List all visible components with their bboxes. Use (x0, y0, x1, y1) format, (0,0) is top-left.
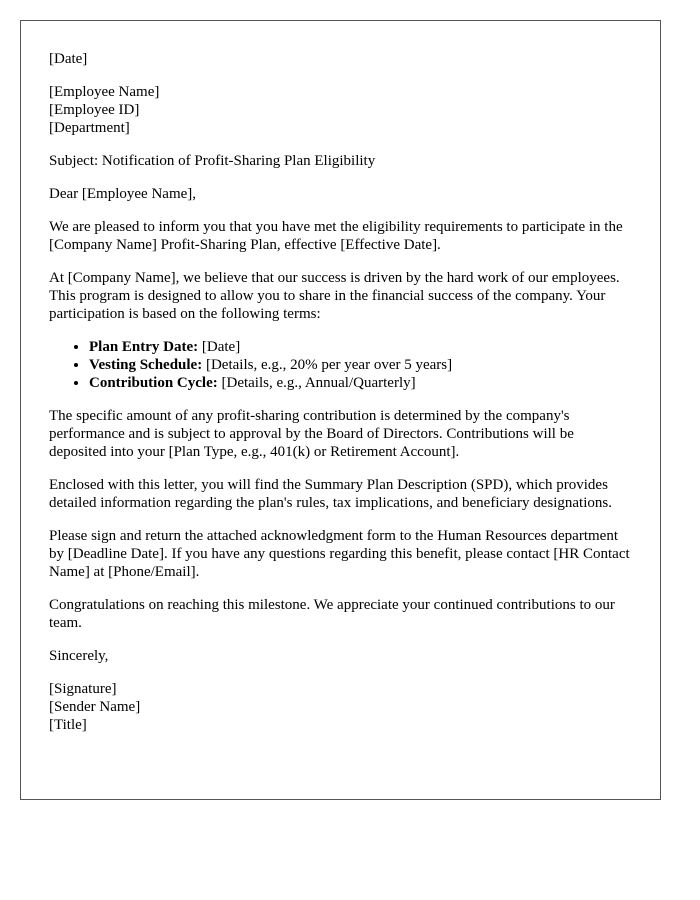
body-paragraph: Congratulations on reaching this milestone. We appreciate your continued contributions to our team. (49, 597, 615, 631)
signature: [Signature] (49, 681, 117, 697)
terms-list (49, 338, 632, 392)
body-paragraph: Please sign and return the attached acknowledgment form to the Human Resources department by [Deadline Date]. If you have any questions regarding this benefit, please contact [HR Contact Name] at [Phone/Email]. (49, 528, 630, 580)
salutation: Dear [Employee Name], (49, 186, 197, 202)
term-value: [Details, e.g., Annual/Quarterly] (217, 375, 416, 391)
term-item (89, 356, 632, 374)
recipient-block (49, 83, 632, 137)
body-paragraph: The specific amount of any profit-sharing contribution is determined by the company's performance and is subject to approval by the Board of Directors. Contributions will be deposited into your [Plan Type, e.g., 401(k) or Retirement Account]. (49, 408, 574, 460)
term-label: Plan Entry Date: (89, 339, 199, 355)
body-paragraph: We are pleased to inform you that you have met the eligibility requirements to participate in the [Company Name] Profit-Sharing Plan, effective [Effective Date]. (49, 219, 623, 253)
term-item (89, 338, 632, 356)
term-value: [Date] (198, 339, 241, 355)
date: [Date] (49, 51, 88, 67)
closing: Sincerely, (49, 648, 109, 664)
letter (20, 20, 661, 800)
term-item (89, 374, 632, 392)
term-label: Vesting Schedule: (89, 357, 203, 373)
sender-title: [Title] (49, 717, 87, 733)
signature-block (49, 680, 632, 734)
term-value: [Details, e.g., 20% per year over 5 years] (202, 357, 453, 373)
department: [Department] (49, 120, 130, 136)
employee-name: [Employee Name] (49, 84, 160, 100)
term-label: Contribution Cycle: (89, 375, 218, 391)
body-paragraph: Enclosed with this letter, you will find the Summary Plan Description (SPD), which provides detailed information regarding the plan's rules, tax implications, and beneficiary designations. (49, 477, 612, 511)
employee-id: [Employee ID] (49, 102, 140, 118)
body-paragraph: At [Company Name], we believe that our success is driven by the hard work of our employees. This program is designed to allow you to share in the financial success of the company. Your participation is based on the following terms: (49, 270, 620, 322)
sender-name: [Sender Name] (49, 699, 141, 715)
subject-line: Subject: Notification of Profit-Sharing Plan Eligibility (49, 153, 376, 169)
